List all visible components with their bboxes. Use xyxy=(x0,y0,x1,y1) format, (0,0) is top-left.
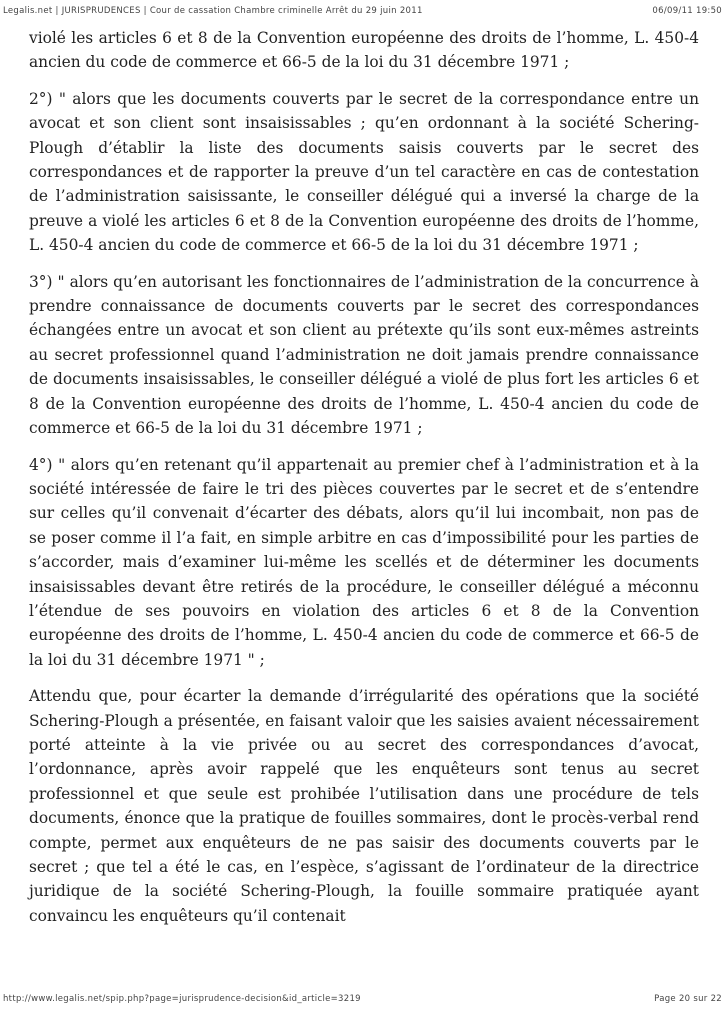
paragraph-point-4: 4°) " alors qu’en retenant qu’il appartenait au premier chef à l’administration et à la société intéressée de faire le tri des pièces couvertes par le secret et de s’entendre sur celles qu’il convenait d’écarter des débats, alors qu’il lui incombait, non pas de se poser comme il l’a fait, en simple arbitre en cas d’impossibilité pour les parties de s’accorder, mais d’examiner lui-même les scellés et de déterminer les documents insaisissables devant être retirés de la procédure, le conseiller délégué a méconnu l’étendue de ses pouvoirs en violation des articles 6 et 8 de la Convention européenne des droits de l’homme, L. 450-4 ancien du code de commerce et 66-5 de la loi du 31 décembre 1971 " ; xyxy=(29,455,699,669)
paragraph-continuation: violé les articles 6 et 8 de la Convention européenne des droits de l’homme, L. 450-4 ancien du code de commerce et 66-5 de la loi du 31 décembre 1971 ; xyxy=(29,29,699,72)
footer-url: http://www.legalis.net/spip.php?page=jurisprudence-decision&id_article=3219 xyxy=(3,994,361,1004)
paragraph-point-2: 2°) " alors que les documents couverts par le secret de la correspondance entre un avocat et son client sont insaisissables ; qu’en ordonnant à la société Schering-Plough d’établir la liste des documents saisis couverts par le secret des correspondances et de rapporter la preuve d’un tel caractère en cas de contestation de l’administration saisissante, le conseiller délégué qui a inversé la charge de la preuve a violé les articles 6 et 8 de la Convention européenne des droits de l’homme, L. 450-4 ancien du code de commerce et 66-5 de la loi du 31 décembre 1971 ; xyxy=(29,89,699,255)
page-footer xyxy=(3,994,722,1004)
paragraph-attendu: Attendu que, pour écarter la demande d’irrégularité des opérations que la société Schering-Plough a présentée, en faisant valoir que les saisies avaient nécessairement porté atteinte à la vie privée ou au secret des correspondances d’avocat, l’ordonnance, après avoir rappelé que les enquêteurs sont tenus au secret professionnel et que seule est prohibée l’utilisation dans une procédure de tels documents, énonce que la pratique de fouilles sommaires, dont le procès-verbal rend compte, permet aux enquêteurs de ne pas saisir des documents couverts par le secret ; que tel a été le cas, en l’espèce, s’agissant de l’ordinateur de la directrice juridique de la société Schering-Plough, la fouille sommaire pratiquée ayant convaincu les enquêteurs qu’il contenait xyxy=(29,687,699,925)
paragraph-point-3: 3°) " alors qu’en autorisant les fonctionnaires de l’administration de la concurrence à prendre connaissance de documents couverts par le secret des correspondances échangées entre un avocat et son client au prétexte qu’ils sont eux-mêmes astreints au secret professionnel quand l’administration ne doit jamais prendre connaissance de documents insaisissables, le conseiller délégué a violé de plus fort les articles 6 et 8 de la Convention européenne des droits de l’homme, L. 450-4 ancien du code de commerce et 66-5 de la loi du 31 décembre 1971 ; xyxy=(29,272,699,438)
page-header xyxy=(3,6,722,16)
page-number: Page 20 sur 22 xyxy=(654,994,722,1004)
header-title: Legalis.net | JURISPRUDENCES | Cour de cassation Chambre criminelle Arrêt du 29 juin 2011 xyxy=(3,6,423,16)
header-timestamp: 06/09/11 19:50 xyxy=(652,6,722,16)
document-body xyxy=(29,26,699,940)
